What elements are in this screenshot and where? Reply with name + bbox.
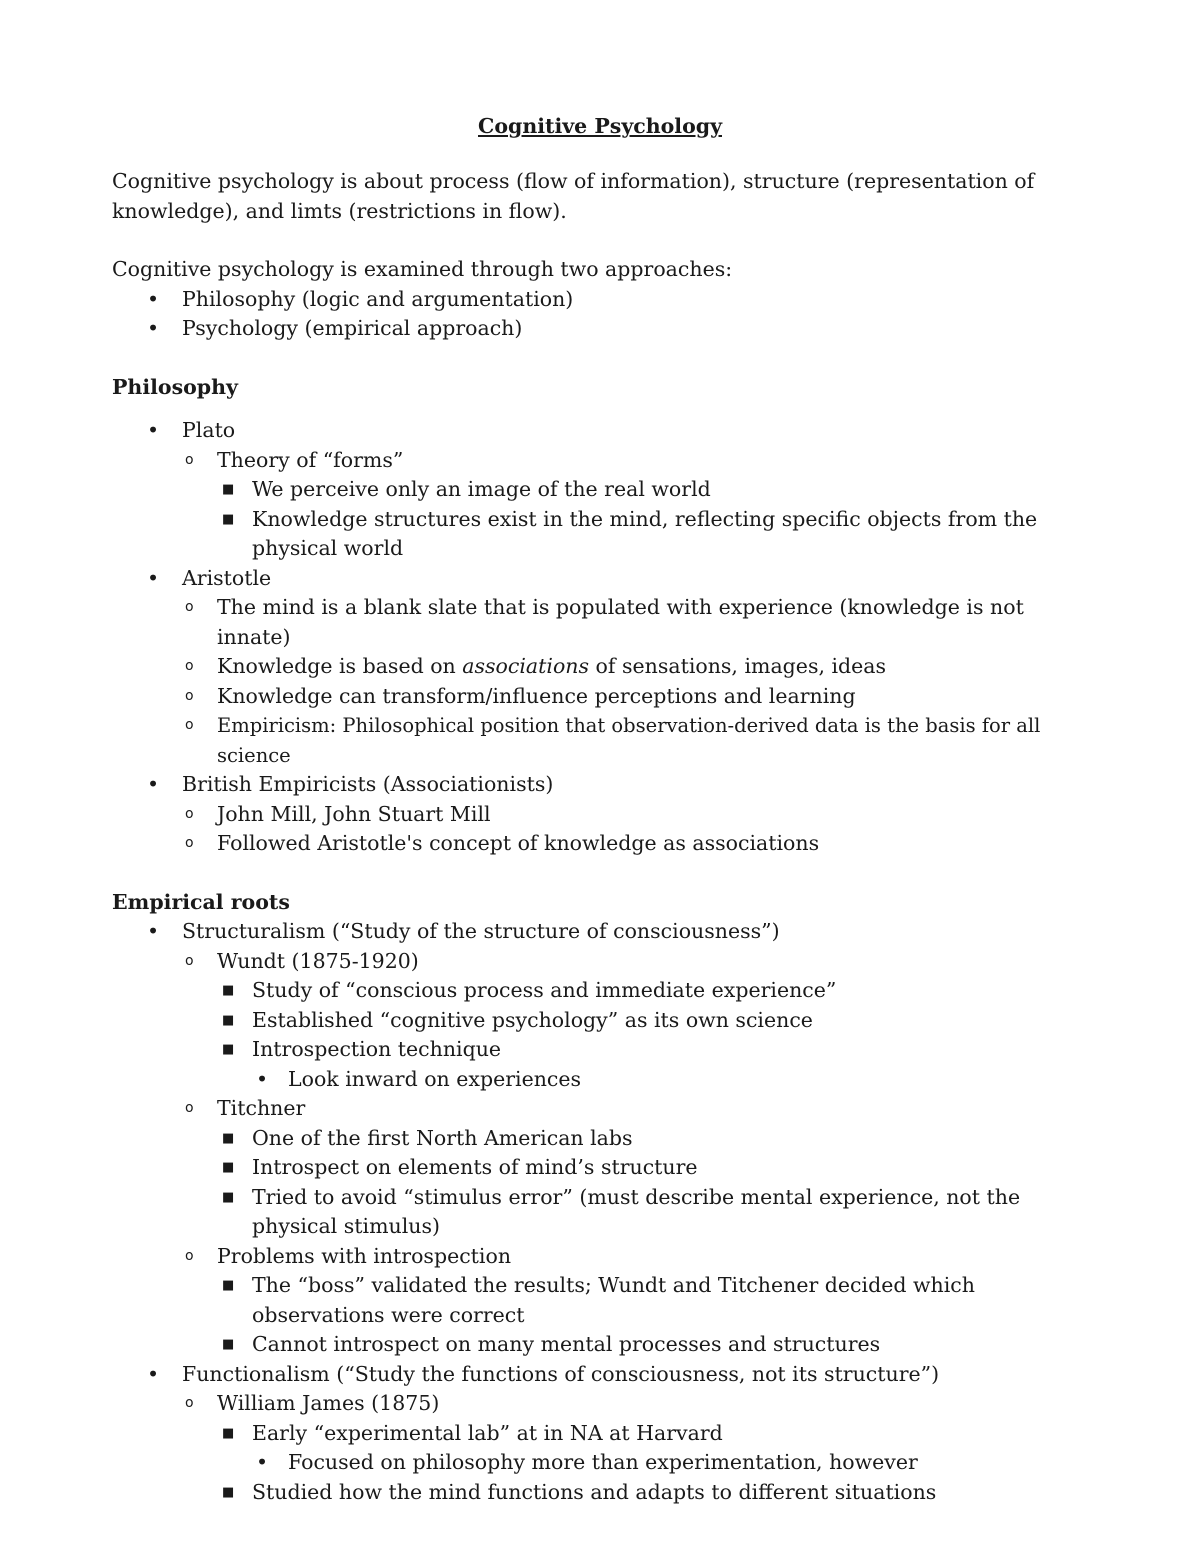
bullet-circle-icon: o (185, 805, 194, 822)
bullet-dot-icon: • (147, 418, 160, 442)
document-title: Cognitive Psychology (478, 114, 722, 138)
list-item: o Knowledge is based on associations of sensations, images, ideas (112, 652, 1092, 682)
list-item: • Psychology (empirical approach) (112, 314, 1092, 344)
list-item: ■ Knowledge structures exist in the mind, reflecting specific objects from the physical world (222, 506, 1038, 560)
list-item: o Knowledge can transform/influence perceptions and learning (112, 682, 1092, 712)
list-item: o Empiricism: Philosophical position that observation-derived data is the basis for all science (112, 711, 1092, 770)
list-item: o The mind is a blank slate that is populated with experience (knowledge is not innate) (185, 595, 1024, 649)
bullet-dot-icon: • (147, 1361, 160, 1386)
document-body (112, 167, 1092, 1507)
list-item: ■ Established “cognitive psychology” as its own science (112, 1006, 1092, 1036)
emphasis-associations: associations (462, 654, 590, 678)
bullet-circle-icon: o (185, 658, 194, 674)
list-item: ■ Cannot introspect on many mental processes and structures (112, 1330, 1092, 1360)
bullet-circle-icon: o (185, 1395, 194, 1411)
bullet-dot-icon: • (147, 919, 160, 943)
bullet-square-icon: ■ (222, 1042, 235, 1057)
list-item: ■ Introspect on elements of mind’s structure (112, 1153, 1092, 1183)
bullet-circle-icon: o (185, 687, 194, 704)
list-item: ■ Study of “conscious process and immediate experience” (112, 976, 1092, 1006)
list-item: o Wundt (1875-1920) (112, 947, 1092, 977)
list-item: ■ Studied how the mind functions and adapts to different situations (112, 1478, 1092, 1508)
bullet-circle-icon: o (185, 451, 194, 468)
bullet-circle-icon: o (185, 835, 194, 851)
bullet-dot-icon: • (147, 565, 160, 590)
list-item: • British Empiricists (Associationists) (112, 770, 1092, 800)
list-item: • Look inward on experiences (112, 1065, 1092, 1095)
intro-paragraph: Cognitive psychology is about process (flow of information), structure (representation of knowledge), and limts (restrictions in flow). (112, 169, 1035, 223)
list-item: • Functionalism (“Study the functions of consciousness, not its structure”) (112, 1360, 1092, 1390)
list-item: o Titchner (112, 1094, 1092, 1124)
bullet-dot-icon: • (147, 286, 160, 311)
philosophy-list (112, 416, 1092, 859)
bullet-square-icon: ■ (222, 1160, 235, 1175)
list-item: ■ One of the first North American labs (112, 1124, 1092, 1154)
bullet-square-icon: ■ (222, 1130, 235, 1146)
bullet-circle-icon: o (185, 1247, 194, 1264)
list-item: o Followed Aristotle's concept of knowledge as associations (112, 829, 1092, 859)
bullet-square-icon: ■ (222, 1012, 235, 1028)
section-heading-empirical-roots: Empirical roots (112, 889, 290, 914)
list-item: • Philosophy (logic and argumentation) (112, 285, 1092, 315)
list-item: o Problems with introspection (112, 1242, 1092, 1272)
list-item: ■ The “boss” validated the results; Wundt and Titchener decided which observations were correct (222, 1273, 975, 1327)
bullet-circle-icon: o (185, 1100, 194, 1116)
bullet-square-icon: ■ (222, 511, 235, 527)
bullet-dot-icon: • (256, 1066, 269, 1091)
empirical-list (112, 917, 1092, 1507)
bullet-square-icon: ■ (222, 482, 235, 497)
bullet-square-icon: ■ (222, 1278, 235, 1293)
bullet-square-icon: ■ (222, 1189, 235, 1205)
approaches-intro: Cognitive psychology is examined through two approaches: (112, 257, 733, 281)
bullet-circle-icon: o (185, 599, 194, 615)
list-item: o John Mill, John Stuart Mill (112, 800, 1092, 830)
list-item: • Plato (112, 416, 1092, 446)
list-item: ■ Tried to avoid “stimulus error” (must describe mental experience, not the physical stimulus) (222, 1184, 1021, 1238)
bullet-square-icon: ■ (222, 1425, 235, 1441)
list-item: • Structuralism (“Study of the structure of consciousness”) (112, 917, 1092, 947)
bullet-square-icon: ■ (222, 983, 235, 998)
bullet-dot-icon: • (147, 772, 160, 796)
list-item: o Theory of “forms” (112, 446, 1092, 476)
list-item: ■ Early “experimental lab” at in NA at Harvard (112, 1419, 1092, 1449)
approaches-list (112, 285, 1092, 344)
bullet-circle-icon: o (185, 952, 194, 969)
list-item: • Aristotle (112, 564, 1092, 594)
bullet-dot-icon: • (256, 1450, 269, 1474)
list-item: ■ We perceive only an image of the real world (112, 475, 1092, 505)
list-item: o William James (1875) (112, 1389, 1092, 1419)
list-item: • Focused on philosophy more than experimentation, however (112, 1448, 1092, 1478)
list-item: ■ Introspection technique (112, 1035, 1092, 1065)
bullet-dot-icon: • (147, 316, 160, 340)
bullet-square-icon: ■ (222, 1337, 235, 1352)
bullet-circle-icon: o (185, 717, 194, 733)
bullet-square-icon: ■ (222, 1484, 235, 1500)
section-heading-philosophy: Philosophy (112, 374, 238, 399)
